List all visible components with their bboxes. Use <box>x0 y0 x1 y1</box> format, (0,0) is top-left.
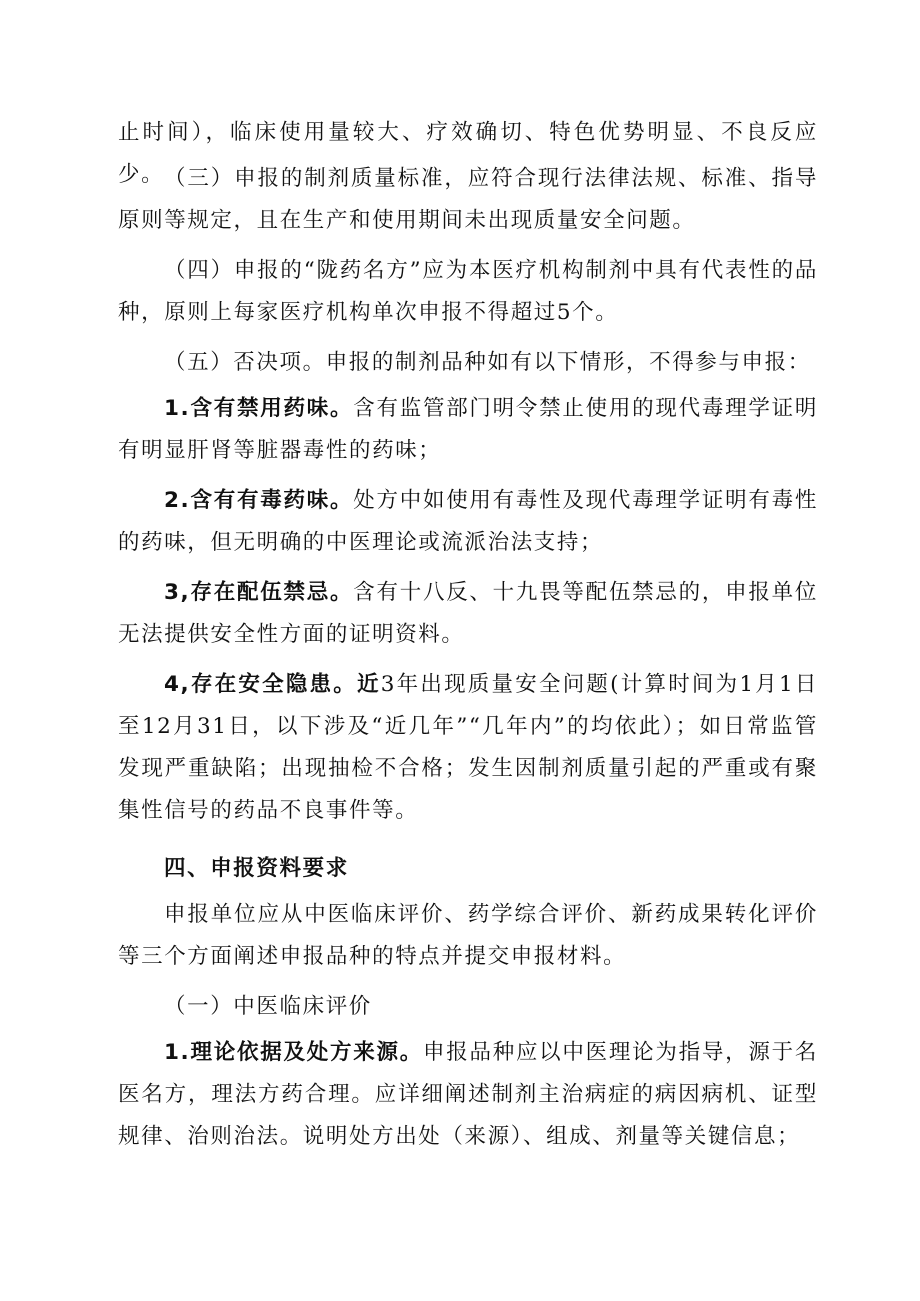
item-lead: 1.含有禁用药味。 <box>164 396 354 421</box>
section-heading-application-materials: 四、申报资料要求 <box>164 856 349 881</box>
item-text: 申报品种应以中医理论为指导，源于名医名方，理法方药合理。应详细阐述制剂主治病症的病因病机、证型规律、治则治法。说明处方出处（来源）、组成、剂量等关键信息； <box>118 1040 818 1149</box>
paragraph-application-overview: 申报单位应从中医临床评价、药学综合评价、新药成果转化评价等三个方面阐述申报品种的特点并提交申报材料。 <box>118 902 818 969</box>
list-item-theory-basis <box>118 1032 818 1158</box>
item-text: 处方中如使用有毒性及现代毒理学证明有毒性的药味，但无明确的中医理论或流派治法支持； <box>118 488 818 555</box>
list-item-toxic-herbs <box>118 480 818 564</box>
list-item-safety-risk <box>118 664 818 832</box>
subsection-heading-clinical-evaluation: （一）中医临床评价 <box>164 994 372 1019</box>
item-lead: 4,存在安全隐患。近 <box>164 672 381 697</box>
item-text: 含有监管部门明令禁止使用的现代毒理学证明有明显肝肾等脏器毒性的药味； <box>118 396 818 463</box>
paragraph-continuation: 止时间），临床使用量较大、疗效确切、特色优势明显、不良反应少。 <box>118 120 818 187</box>
item-lead: 2.含有有毒药味。 <box>164 488 354 513</box>
list-item-banned-herbs <box>118 388 818 472</box>
item-text: 3年出现质量安全问题(计算时间为1月1日至12月31日，以下涉及“近几年”“几年内”的均依此）；如日常监管发现严重缺陷；出现抽检不合格；发生因制剂质量引起的严重或有聚集性信号的药品不良事件等。 <box>118 672 818 823</box>
paragraph-veto-items: （五）否决项。申报的制剂品种如有以下情形，不得参与申报： <box>164 350 811 375</box>
paragraph-representative-variety: （四）申报的“陇药名方”应为本医疗机构制剂中具有代表性的品种，原则上每家医疗机构单次申报不得超过5个。 <box>118 258 818 325</box>
item-text: 含有十八反、十九畏等配伍禁忌的，申报单位无法提供安全性方面的证明资料。 <box>118 580 818 647</box>
list-item-incompatibility <box>118 572 818 656</box>
item-lead: 1.理论依据及处方来源。 <box>164 1040 423 1065</box>
item-lead: 3,存在配伍禁忌。 <box>164 580 354 605</box>
paragraph-quality-standard: （三）申报的制剂质量标准，应符合现行法律法规、标准、指导原则等规定，且在生产和使用期间未出现质量安全问题。 <box>118 166 818 233</box>
